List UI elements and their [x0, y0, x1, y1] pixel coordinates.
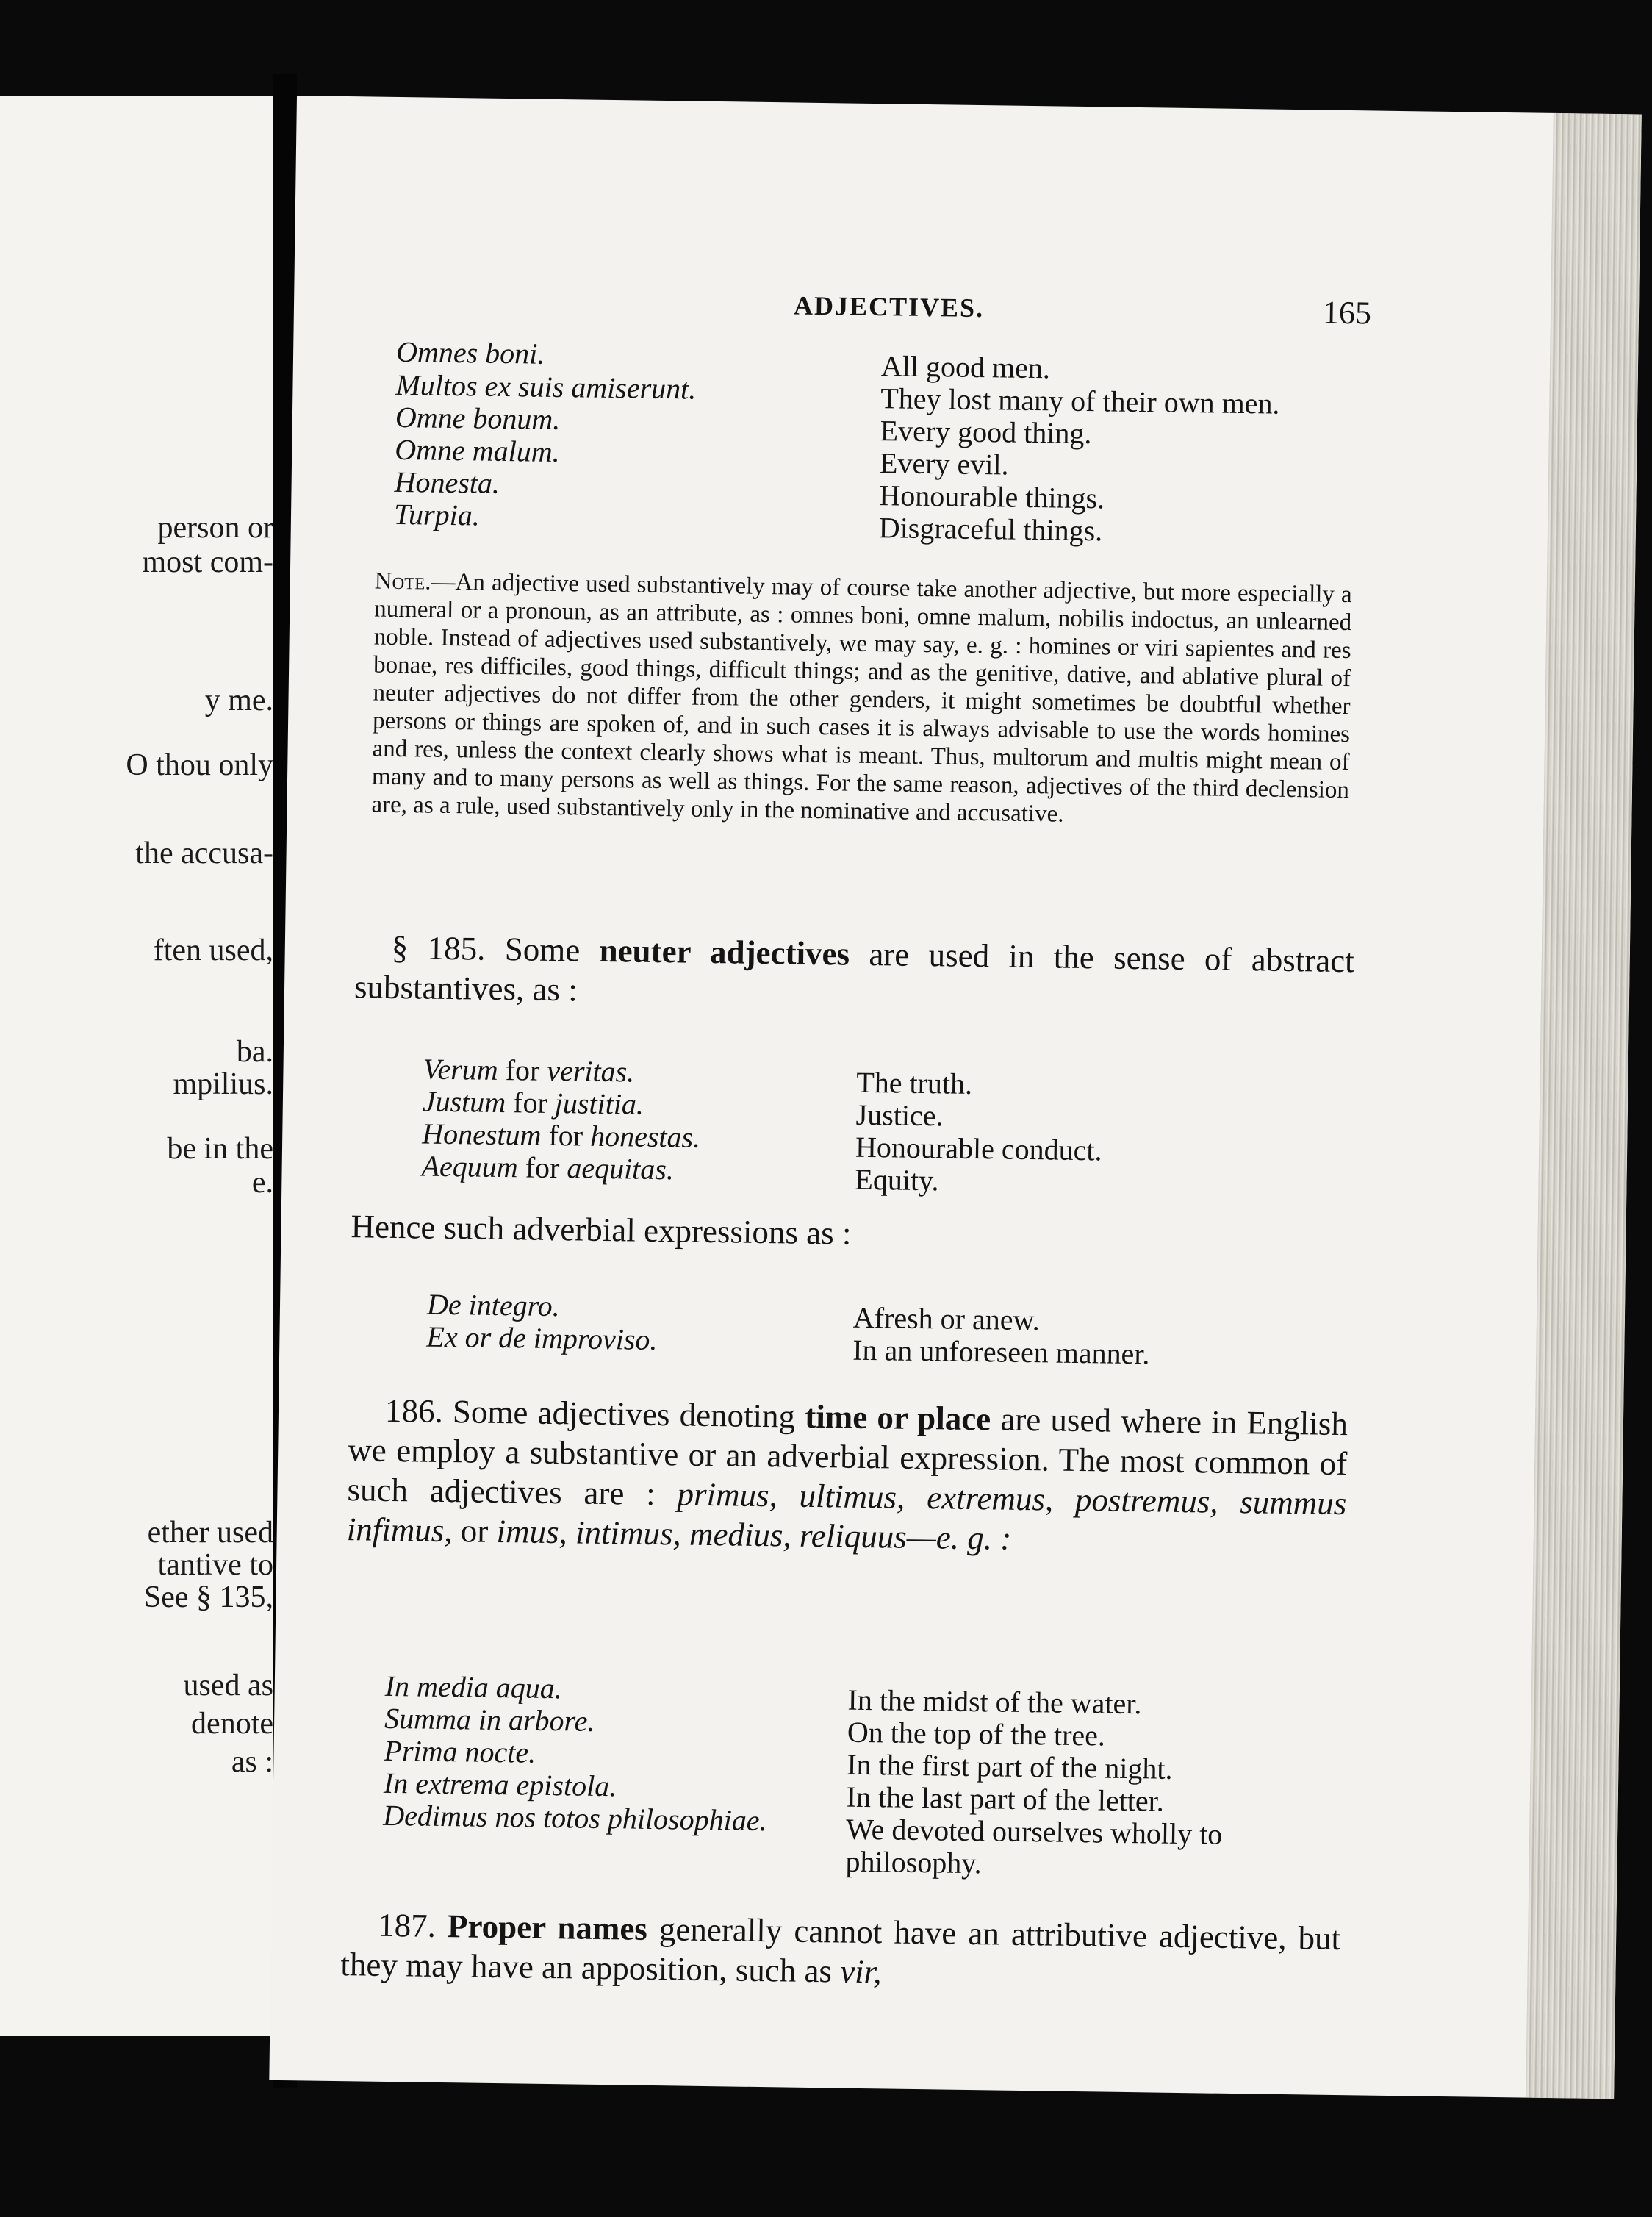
- example-row: [421, 1150, 674, 1186]
- english-translation: In an unforeseen manner.: [852, 1333, 1150, 1371]
- left-line: O thou only: [126, 748, 273, 782]
- left-line: the accusa-: [135, 837, 273, 870]
- left-line: ba.: [236, 1035, 273, 1069]
- note-label: Note.: [374, 567, 431, 595]
- left-line: See § 135,: [143, 1580, 273, 1614]
- english-translation: All good men.: [880, 349, 1051, 385]
- section-number: 186.: [384, 1392, 444, 1430]
- latin-example: De integro.: [426, 1287, 561, 1323]
- note-text: —An adjective used substantively may of course take another adjective, but more especially a numeral or a pronoun, as an attribute, as : omnes boni, omne malum, nobilis indoctus, an unlearned noble. Instead of adjectives used substantively, we may say, e. g. : homines or viri sapientes and res bonae, res difficiles, good things, difficult things; and as the genitive, dative, and ablative plural of neuter adjectives do not differ from the other genders, it might sometimes be doubtful whether persons or things are spoken of, and in such cases it is always advisable to use the words homines and res, unless the context clearly shows what is meant. Thus, multorum and multis might mean of many and to many persons as well as things. For the same reason, adjectives of the third declension are, as a rule, used substantively only in the nominative and accusative.: [371, 568, 1352, 828]
- latin-example: Omne malum.: [394, 432, 561, 469]
- section-text: vir,: [839, 1952, 882, 1991]
- section-list: primus, ultimus, extremus, postremus, summus infimus,: [346, 1475, 1347, 1550]
- left-line: denote: [191, 1707, 273, 1741]
- latin-example: Multos ex suis amiserunt.: [395, 368, 697, 406]
- section-text: are used in the sense of abstract substantives, as :: [353, 935, 1355, 1009]
- latin-example: In extrema epistola.: [383, 1766, 617, 1803]
- latin-example: Honesta.: [394, 465, 500, 500]
- latin-example: honestas.: [589, 1119, 701, 1154]
- latin-example: aequitas.: [567, 1151, 675, 1186]
- latin-example: Honestum: [421, 1117, 542, 1152]
- hence-line: Hence such adverbial expressions as :: [351, 1208, 852, 1252]
- latin-example: Ex or de improviso.: [426, 1319, 658, 1357]
- english-translation: The truth.: [856, 1065, 973, 1100]
- english-translation: Every evil.: [879, 446, 1009, 481]
- section-186: [346, 1390, 1348, 1563]
- section-text: Some adjectives denoting: [452, 1393, 796, 1435]
- left-line: as :: [231, 1745, 273, 1779]
- left-line: ften used,: [153, 934, 273, 967]
- page-edge: [1526, 113, 1642, 2099]
- section-187: [340, 1905, 1340, 1998]
- english-translation: On the top of the tree.: [847, 1715, 1106, 1752]
- note-block: [371, 567, 1352, 833]
- english-translation: In the last part of the letter.: [846, 1780, 1165, 1818]
- left-line: y me.: [204, 684, 273, 717]
- conjunction: for: [525, 1150, 560, 1185]
- section-text: or: [460, 1512, 489, 1550]
- left-line: tantive to: [157, 1548, 273, 1582]
- section-text: generally cannot have an attributive adjective, but they may have an apposition, such as: [340, 1910, 1341, 1990]
- section-185: [354, 927, 1354, 1020]
- latin-example: justitia.: [554, 1086, 644, 1121]
- left-line: mpilius.: [173, 1067, 273, 1101]
- left-line: ether used: [147, 1516, 273, 1550]
- conjunction: for: [512, 1086, 548, 1120]
- section-list: imus, intimus, medius, reliquus—e. g. :: [496, 1512, 1012, 1557]
- section-number: § 185.: [391, 928, 486, 967]
- left-line: most com-: [142, 545, 273, 579]
- example-row: [422, 1118, 700, 1154]
- example-row: [423, 1086, 644, 1121]
- left-line: be in the: [167, 1132, 273, 1166]
- english-translation: Afresh or anew.: [852, 1300, 1041, 1337]
- right-page: [269, 96, 1642, 2099]
- left-line: e.: [251, 1166, 273, 1200]
- running-header: ADJECTIVES.: [793, 290, 985, 323]
- latin-example: Omnes boni.: [395, 334, 545, 370]
- english-translation: They lost many of their own men.: [880, 382, 1280, 420]
- english-translation: Equity.: [855, 1162, 939, 1197]
- latin-example: Verum: [423, 1052, 499, 1086]
- section-emphasis: time or place: [804, 1397, 991, 1438]
- english-translation: In the first part of the night.: [847, 1747, 1173, 1786]
- latin-example: Justum: [422, 1084, 506, 1120]
- english-translation: Honourable conduct.: [855, 1130, 1102, 1167]
- latin-example: In media aqua.: [384, 1669, 563, 1705]
- english-translation: In the midst of the water.: [847, 1683, 1142, 1721]
- english-translation: Every good thing.: [880, 414, 1092, 451]
- section-emphasis: neuter adjectives: [599, 931, 850, 973]
- latin-example: Turpia.: [393, 497, 481, 532]
- english-translation: Disgraceful things.: [878, 511, 1103, 548]
- left-line: person or: [157, 511, 273, 545]
- section-text: are used where in English we employ a substantive or an adverbial expression. The most common of such adjectives are :: [347, 1400, 1348, 1512]
- latin-example: Summa in arbore.: [384, 1701, 595, 1738]
- section-number: 187.: [377, 1906, 437, 1944]
- latin-example: veritas.: [547, 1053, 635, 1089]
- conjunction: for: [548, 1118, 583, 1153]
- left-line: used as: [183, 1669, 273, 1702]
- latin-example: Prima nocte.: [384, 1733, 536, 1769]
- conjunction: for: [505, 1053, 540, 1087]
- example-row: [423, 1053, 634, 1089]
- page-number: 165: [1322, 294, 1372, 332]
- section-emphasis: Proper names: [447, 1908, 648, 1947]
- latin-example: Omne bonum.: [395, 400, 561, 437]
- left-page: [0, 96, 273, 2036]
- section-text: Some: [504, 931, 581, 969]
- english-translation: We devoted ourselves wholly to philosophy.: [845, 1812, 1223, 1880]
- english-translation: Justice.: [855, 1097, 944, 1133]
- latin-example: Aequum: [421, 1149, 519, 1184]
- english-translation: Honourable things.: [879, 479, 1105, 515]
- latin-example: Dedimus nos totos philosophiae.: [383, 1798, 767, 1838]
